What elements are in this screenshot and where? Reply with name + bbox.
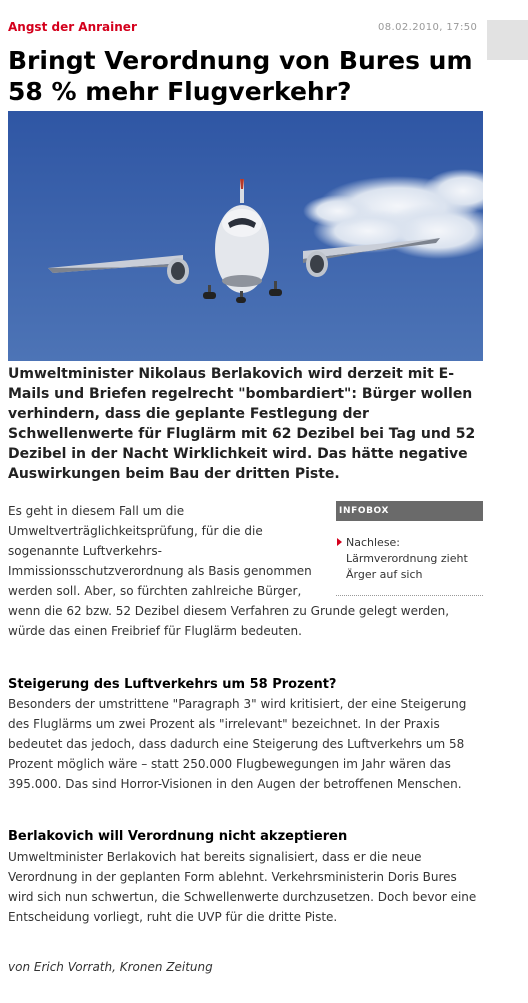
subheading-berlakovich: Berlakovich will Verordnung nicht akzeptieren [8,829,348,844]
airplane-photo [8,111,483,361]
subheading-traffic: Steigerung des Luftverkehrs um 58 Prozent? [8,677,337,692]
article-date: 08.02.2010, 17:50 [378,22,478,33]
article-headline: Bringt Verordnung von Bures um 58 % mehr Flugverkehr? [8,46,473,106]
article-kicker: Angst der Anrainer [8,20,137,34]
infobox-header: INFOBOX [336,501,483,521]
infobox-link-label: Nachlese: Lärmverordnung zieht Ärger auf sich [346,536,468,581]
article-lead: Umweltminister Nikolaus Berlakovich wird derzeit mit E-Mails und Briefen regelrecht "bombardiert": Bürger wollen verhindern, dass die geplante Festlegung der Schwellenwerte für Fluglärm mit 62 Dezibel bei Tag und 52 Dezibel in der Nacht Wirklichkeit wird. Das hätte negative Auswirkungen beim Bau der dritten Piste. [8,366,476,482]
side-tab[interactable] [487,20,528,60]
paragraph-intro-text: Es geht in diesem Fall um die Umweltverträglichkeitsprüfung, für die die sogenannte Luftverkehrs-Immissionsschutzverordnung als Basis genommen werden soll. Aber, so fürchten zahlreiche Bürger, wenn die 62 bzw. 52 Dezibel diesem Verfahren zu Grunde gelegt werden, würde das einen Freibrief für Fluglärm bedeuten. [8,504,450,638]
paragraph-traffic: Besonders der umstrittene "Paragraph 3" wird kritisiert, der eine Steigerung des Fluglärms um zwei Prozent als "irrelevant" bezeichnet. In der Praxis bedeutet das jedoch, dass dadurch eine Steigerung des Luftverkehrs um 58 Prozent möglich wäre – statt 250.000 Flugbewegungen im Jahr wären das 395.000. Das sind Horror-Visionen in den Augen der betroffenen Menschen. [8,697,467,791]
paragraph-berlakovich: Umweltminister Berlakovich hat bereits signalisiert, dass er die neue Verordnung in der geplanten Form ablehnt. Verkehrsministerin Doris Bures wird sich nun schwertun, die Schwellenwerte durchzusetzen. Doch bevor eine Entscheidung vorliegt, ruht die UVP für die dritte Piste. [8,850,477,924]
byline: von Erich Vorrath, Kronen Zeitung [8,960,213,974]
paragraph-intro [8,501,486,641]
